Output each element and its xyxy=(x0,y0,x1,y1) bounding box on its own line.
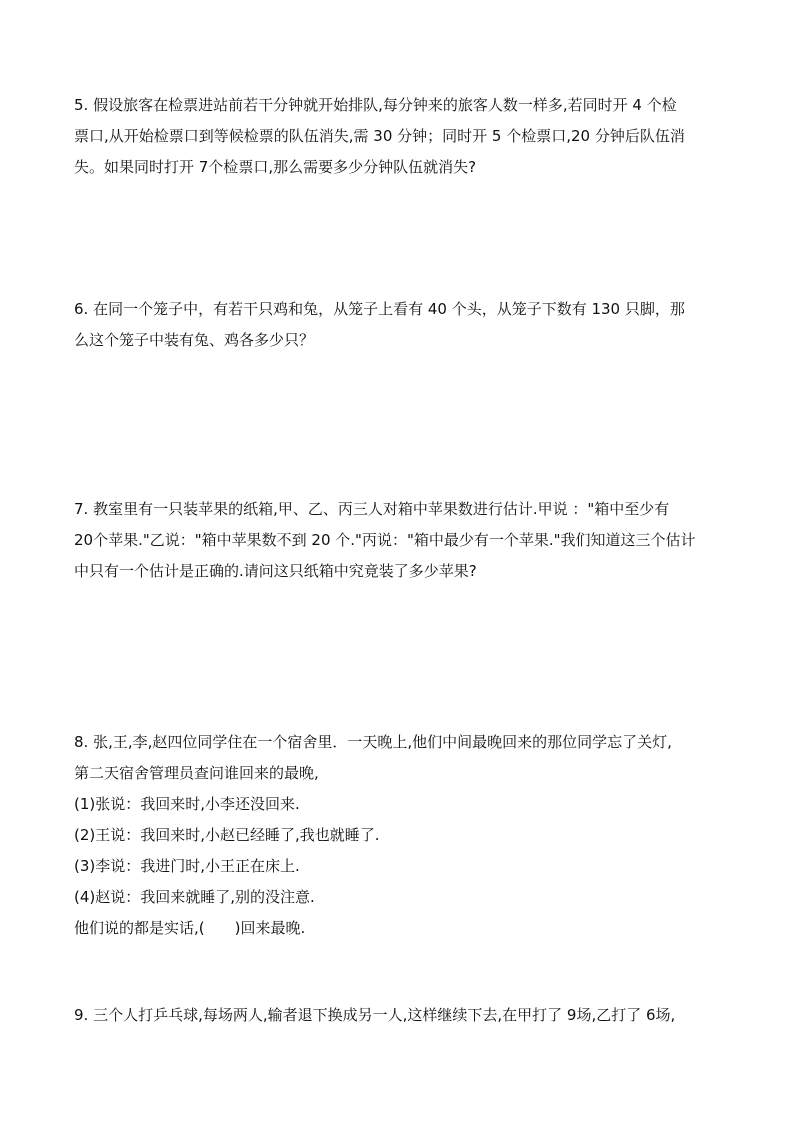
problem-line: 么这个笼子中装有兔、鸡各多少只？ xyxy=(74,331,315,349)
problem-line: 第二天宿舍管理员查问谁回来的最晚, xyxy=(74,764,319,782)
problem-line: 20个苹果."乙说："箱中苹果数不到 20 个."丙说："箱中最少有一个苹果."我们知道这三个估计 xyxy=(74,531,696,549)
problem-line: 他们说的都是实话,( )回来最晚. xyxy=(74,919,306,937)
problem-line: 6. 在同一个笼子中，有若干只鸡和兔，从笼子上看有 40 个头，从笼子下数有 130 只脚，那 xyxy=(74,300,685,318)
problem-line: 8. 张,王,李,赵四位同学住在一个宿舍里．一天晚上,他们中间最晚回来的那位同学忘了关灯, xyxy=(74,733,672,751)
problem-statement-2: (2)王说：我回来时,小赵已经睡了,我也就睡了. xyxy=(74,826,380,844)
problem-8 xyxy=(74,727,724,944)
problem-5 xyxy=(74,90,724,183)
problem-line: 5. 假设旅客在检票进站前若干分钟就开始排队,每分钟来的旅客人数一样多,若同时开 4 个检 xyxy=(74,96,677,114)
problem-7 xyxy=(74,494,724,587)
problem-statement-3: (3)李说：我进门时,小王正在床上. xyxy=(74,857,300,875)
problem-statement-4: (4)赵说：我回来就睡了,别的没注意. xyxy=(74,888,315,906)
problem-statement-1: (1)张说：我回来时,小李还没回来. xyxy=(74,795,300,813)
problem-line: 7. 教室里有一只装苹果的纸箱,甲、乙、丙三人对箱中苹果数进行估计.甲说 ："箱中至少有 xyxy=(74,500,670,518)
problem-6 xyxy=(74,294,724,356)
problem-line: 中只有一个估计是正确的.请问这只纸箱中究竟装了多少苹果? xyxy=(74,562,477,580)
problem-9 xyxy=(74,1000,724,1031)
problem-line: 失。如果同时打开 7个检票口,那么需要多少分钟队伍就消失? xyxy=(74,158,477,176)
problem-line: 9. 三个人打乒乓球,每场两人,输者退下换成另一人,这样继续下去,在甲打了 9场,乙打了 6场, xyxy=(74,1006,676,1024)
problem-line: 票口,从开始检票口到等候检票的队伍消失,需 30 分钟；同时开 5 个检票口,20 分钟后队伍消 xyxy=(74,127,685,145)
